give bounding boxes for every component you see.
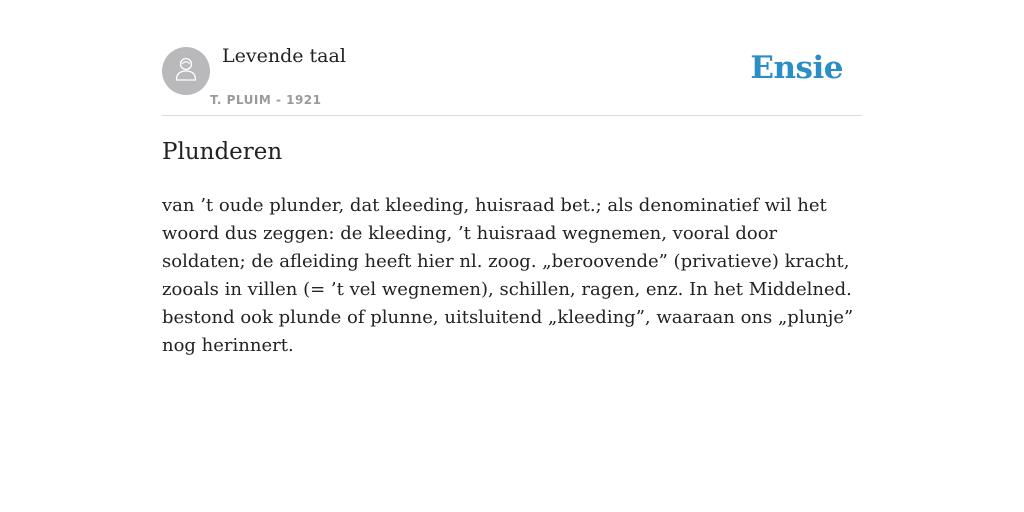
source-title[interactable]: Levende taal [222,45,346,67]
entry-definition: van ’t oude plunder, dat kleeding, huisraad bet.; als denominatief wil het woord dus zeggen: de kleeding, ’t huisraad wegnemen, vooral door soldaten; de afleiding heeft hier nl. zoog. „beroovende” (privatieve) kracht, zooals in villen (= ’t vel wegnemen), schillen, ragen, enz. In het Middelned. bestond ook plunde of plunne, uitsluitend „kleeding”, waaraan ons „plunje” nog herinnert. [162,195,854,356]
user-icon [171,54,201,89]
entry-header [162,0,862,116]
entry-title: Plunderen [162,139,283,165]
brand-logo[interactable]: Ensie [750,50,843,86]
entry-card [162,0,862,356]
avatar[interactable] [162,47,210,95]
source-author-year: T. PLUIM - 1921 [210,93,322,107]
